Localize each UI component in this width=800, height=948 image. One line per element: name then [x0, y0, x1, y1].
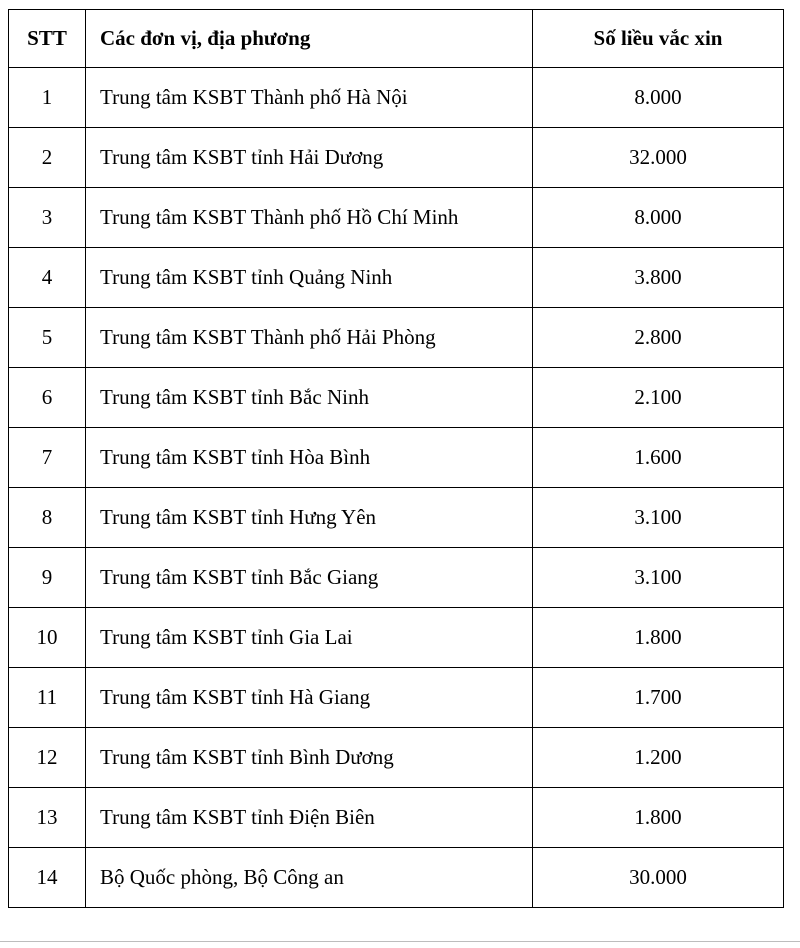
- page-divider: [0, 941, 800, 942]
- row-unit: Trung tâm KSBT tỉnh Hưng Yên: [86, 488, 533, 548]
- table-row: [9, 668, 784, 728]
- row-doses: 2.100: [533, 368, 784, 428]
- table-row: [9, 128, 784, 188]
- row-doses: 32.000: [533, 128, 784, 188]
- row-doses: 30.000: [533, 848, 784, 908]
- row-doses: 3.100: [533, 488, 784, 548]
- row-unit: Trung tâm KSBT tỉnh Điện Biên: [86, 788, 533, 848]
- table-row: [9, 308, 784, 368]
- table-row: [9, 188, 784, 248]
- row-unit: Trung tâm KSBT Thành phố Hồ Chí Minh: [86, 188, 533, 248]
- table-row: [9, 368, 784, 428]
- row-doses: 1.800: [533, 788, 784, 848]
- table-header-row: [9, 10, 784, 68]
- row-unit: Trung tâm KSBT tỉnh Gia Lai: [86, 608, 533, 668]
- row-stt: 2: [9, 128, 86, 188]
- row-stt: 4: [9, 248, 86, 308]
- row-unit: Bộ Quốc phòng, Bộ Công an: [86, 848, 533, 908]
- row-stt: 13: [9, 788, 86, 848]
- row-stt: 10: [9, 608, 86, 668]
- table-row: [9, 428, 784, 488]
- row-stt: 12: [9, 728, 86, 788]
- row-doses: 1.200: [533, 728, 784, 788]
- row-doses: 2.800: [533, 308, 784, 368]
- row-doses: 8.000: [533, 68, 784, 128]
- row-stt: 7: [9, 428, 86, 488]
- row-unit: Trung tâm KSBT tỉnh Bắc Ninh: [86, 368, 533, 428]
- row-unit: Trung tâm KSBT tỉnh Quảng Ninh: [86, 248, 533, 308]
- row-unit: Trung tâm KSBT tỉnh Bình Dương: [86, 728, 533, 788]
- row-stt: 5: [9, 308, 86, 368]
- row-stt: 8: [9, 488, 86, 548]
- table-row: [9, 248, 784, 308]
- row-doses: 3.100: [533, 548, 784, 608]
- table-row: [9, 728, 784, 788]
- row-stt: 1: [9, 68, 86, 128]
- table-row: [9, 548, 784, 608]
- table-row: [9, 68, 784, 128]
- row-unit: Trung tâm KSBT tỉnh Hải Dương: [86, 128, 533, 188]
- row-stt: 14: [9, 848, 86, 908]
- row-doses: 1.700: [533, 668, 784, 728]
- row-stt: 9: [9, 548, 86, 608]
- row-unit: Trung tâm KSBT tỉnh Hòa Bình: [86, 428, 533, 488]
- row-doses: 1.800: [533, 608, 784, 668]
- header-unit: Các đơn vị, địa phương: [86, 10, 533, 68]
- row-stt: 6: [9, 368, 86, 428]
- header-stt: STT: [9, 10, 86, 68]
- table-row: [9, 608, 784, 668]
- header-doses: Số liều vắc xin: [533, 10, 784, 68]
- row-unit: Trung tâm KSBT tỉnh Hà Giang: [86, 668, 533, 728]
- row-stt: 3: [9, 188, 86, 248]
- row-unit: Trung tâm KSBT tỉnh Bắc Giang: [86, 548, 533, 608]
- row-doses: 1.600: [533, 428, 784, 488]
- row-unit: Trung tâm KSBT Thành phố Hải Phòng: [86, 308, 533, 368]
- row-doses: 8.000: [533, 188, 784, 248]
- row-doses: 3.800: [533, 248, 784, 308]
- table-row: [9, 788, 784, 848]
- vaccine-allocation-table: [8, 9, 784, 908]
- row-unit: Trung tâm KSBT Thành phố Hà Nội: [86, 68, 533, 128]
- table-row: [9, 848, 784, 908]
- table-row: [9, 488, 784, 548]
- row-stt: 11: [9, 668, 86, 728]
